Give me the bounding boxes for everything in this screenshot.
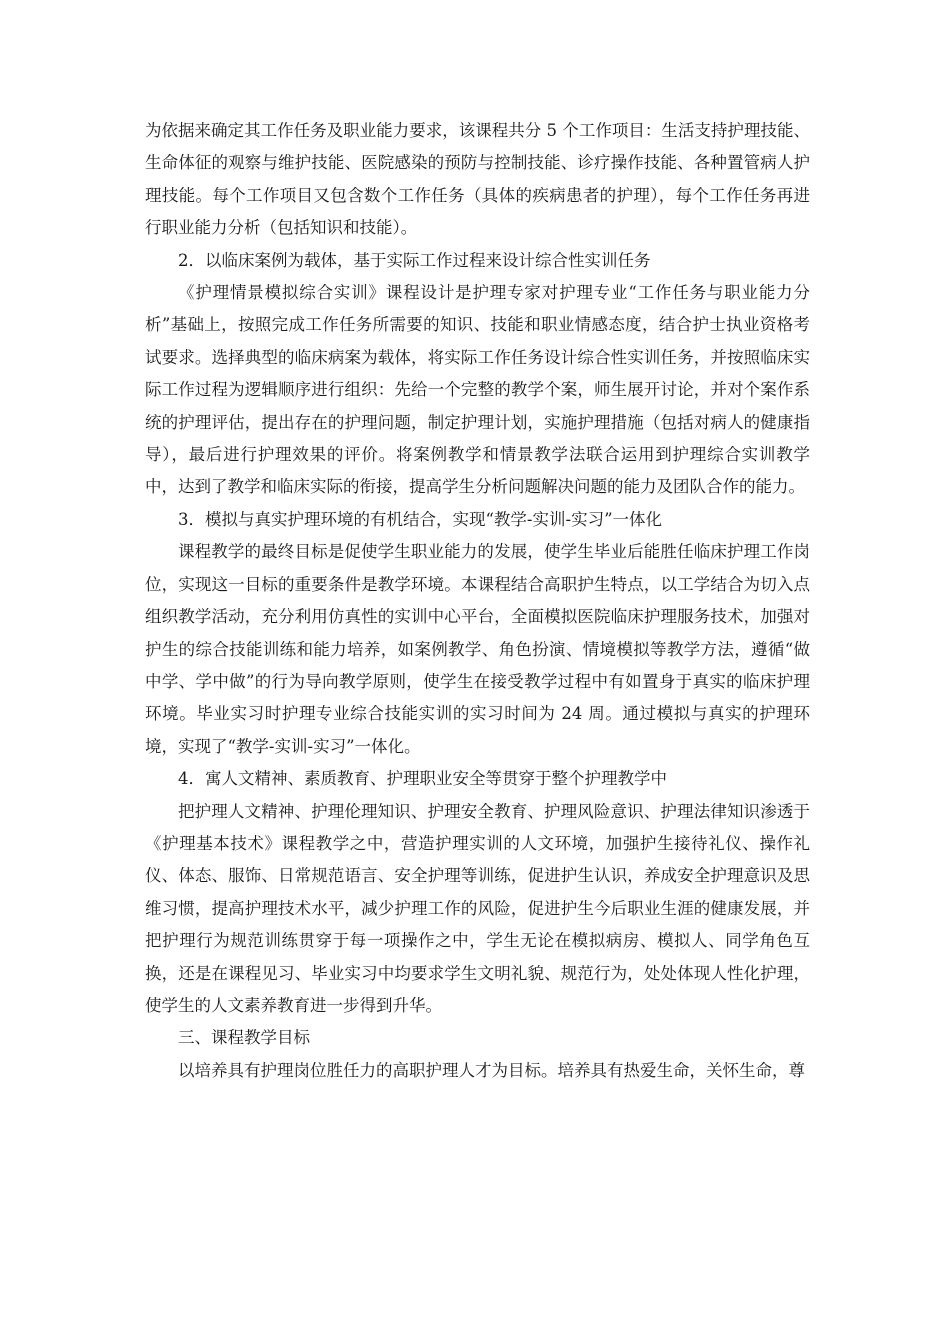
paragraph-objectives: 以培养具有护理岗位胜任力的高职护理人才为目标。培养具有热爱生命，关怀生命，尊 xyxy=(178,1060,805,1080)
section-heading-2: 2．以临床案例为载体，基于实际工作过程来设计综合性实训任务 xyxy=(178,250,651,270)
section-heading-objectives: 三、课程教学目标 xyxy=(178,1028,310,1048)
paragraph-course-design: 《护理情景模拟综合实训》课程设计是护理专家对护理专业“工作任务与职业能力分析”基础上，按照完成工作任务所需要的知识、技能和职业情感态度，结合护士执业资格考试要求。选择典型的临床病案为载体，将实际工作任务设计综合性实训任务，并按照临床实际工作过程为逻辑顺序进行组织：先给一个完整的教学个案，师生展开讨论，并对个案作系统的护理评估，提出存在的护理问题，制定护理计划，实施护理措施（包括对病人的健康指导），最后进行护理效果的评价。将案例教学和情景教学法联合运用到护理综合实训教学中，达到了教学和临床实际的衔接，提高学生分析问题解决问题的能力及团队合作的能力。 xyxy=(145,283,810,497)
section-heading-3: 3．模拟与真实护理环境的有机结合，实现“教学-实训-实习”一体化 xyxy=(178,509,663,529)
paragraph-teaching-environment: 课程教学的最终目标是促使学生职业能力的发展，使学生毕业后能胜任临床护理工作岗位，实现这一目标的重要条件是教学环境。本课程结合高职护生特点，以工学结合为切入点组织教学活动，充分利用仿真性的实训中心平台，全面模拟医院临床护理服务技术，加强对护生的综合技能训练和能力培养，如案例教学、角色扮演、情境模拟等教学方法，遵循“做中学、学中做”的行为导向教学原则，使学生在接受教学过程中有如置身于真实的临床护理环境。毕业实习时护理专业综合技能实训的实习时间为 24 周。通过模拟与真实的护理环境，实现了“教学-实训-实习”一体化。 xyxy=(145,542,810,756)
paragraph-continued: 为依据来确定其工作任务及职业能力要求，该课程共分 5 个工作项目：生活支持护理技能、生命体征的观察与维护技能、医院感染的预防与控制技能、诊疗操作技能、各种置管病人护理技能。每个工作项目又包含数个工作任务（具体的疾病患者的护理），每个工作任务再进行职业能力分析（包括知识和技能）。 xyxy=(145,121,810,238)
paragraph-humanistic-education: 把护理人文精神、护理伦理知识、护理安全教育、护理风险意识、护理法律知识渗透于《护理基本技术》课程教学之中，营造护理实训的人文环境，加强护生接待礼仪、操作礼仪、体态、服饰、日常规范语言、安全护理等训练，促进护生认识，养成安全护理意识及思维习惯，提高护理技术水平，减少护理工作的风险，促进护生今后职业生涯的健康发展，并把护理行为规范训练贯穿于每一项操作之中，学生无论在模拟病房、模拟人、同学角色互换，还是在课程见习、毕业实习中均要求学生文明礼貌、规范行为，处处体现人性化护理，使学生的人文素养教育进一步得到升华。 xyxy=(145,801,810,1015)
section-heading-4: 4．寓人文精神、素质教育、护理职业安全等贯穿于整个护理教学中 xyxy=(178,769,667,789)
document-body xyxy=(145,115,810,1087)
